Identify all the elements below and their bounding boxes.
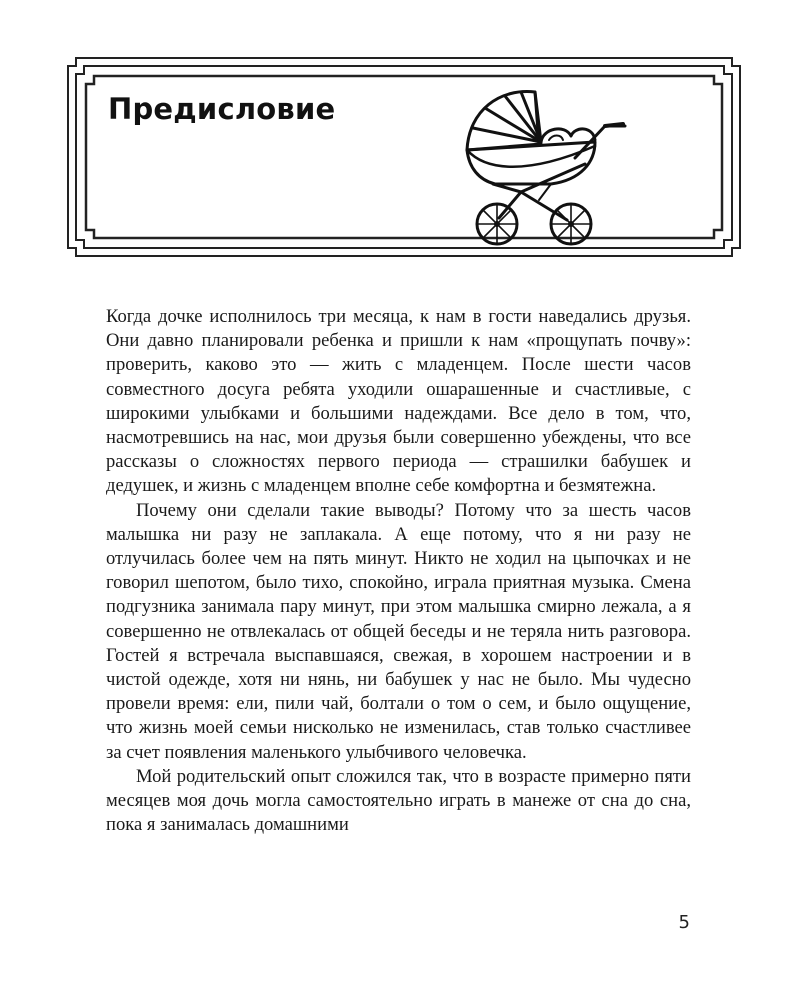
body-text <box>106 305 691 837</box>
paragraph: Когда дочке исполнилось три месяца, к нам в гости наведались друзья. Они давно планировали ребенка и пришли к нам «прощупать почву»: проверить, каково это — жить с младенцем. После шести часов совместного досуга ребята уходили ошарашенные и счастливые, с широкими улыбками и большими надеждами. Все дело в том, что, насмотревшись на нас, мои друзья были совершенно убеждены, что все рассказы о сложностях первого периода — страшилки бабушек и дедушек, и жизнь с младенцем вполне себе комфортна и безмятежна. <box>106 306 691 497</box>
baby-stroller-icon <box>455 80 635 255</box>
paragraph: Мой родительский опыт сложился так, что в возрасте примерно пяти месяцев моя дочь могла самостоятельно играть в манеже от сна до сна, пока я занималась домашними <box>106 765 691 836</box>
decorative-frame-border <box>62 52 746 262</box>
paragraph: Почему они сделали такие выводы? Потому что за шесть часов малышка ни разу не заплакала. А еще потому, что я ни разу не отлучилась более чем на пять минут. Никто не ходил на цыпочках и не говорил шепотом, было тихо, спокойно, играла приятная музыка. Смена подгузника занимала пару минут, при этом малышка смирно лежала, а я совершенно не отвлекалась от общей беседы и не теряла нить разговора. Гостей я встречала выспавшаяся, свежая, в хорошем настроении и в чистой одежде, хотя ни нянь, ни бабушек у нас не было. Мы чудесно провели время: ели, пили чай, болтали о том о сем, и было ощущение, что жизнь моей семьи нисколько не изменилась, став только счастливее за счет появления маленького улыбчивого человечка. <box>106 499 691 763</box>
chapter-title: Предисловие <box>108 92 336 126</box>
page-number: 5 <box>678 912 690 933</box>
chapter-header-frame <box>62 52 746 262</box>
